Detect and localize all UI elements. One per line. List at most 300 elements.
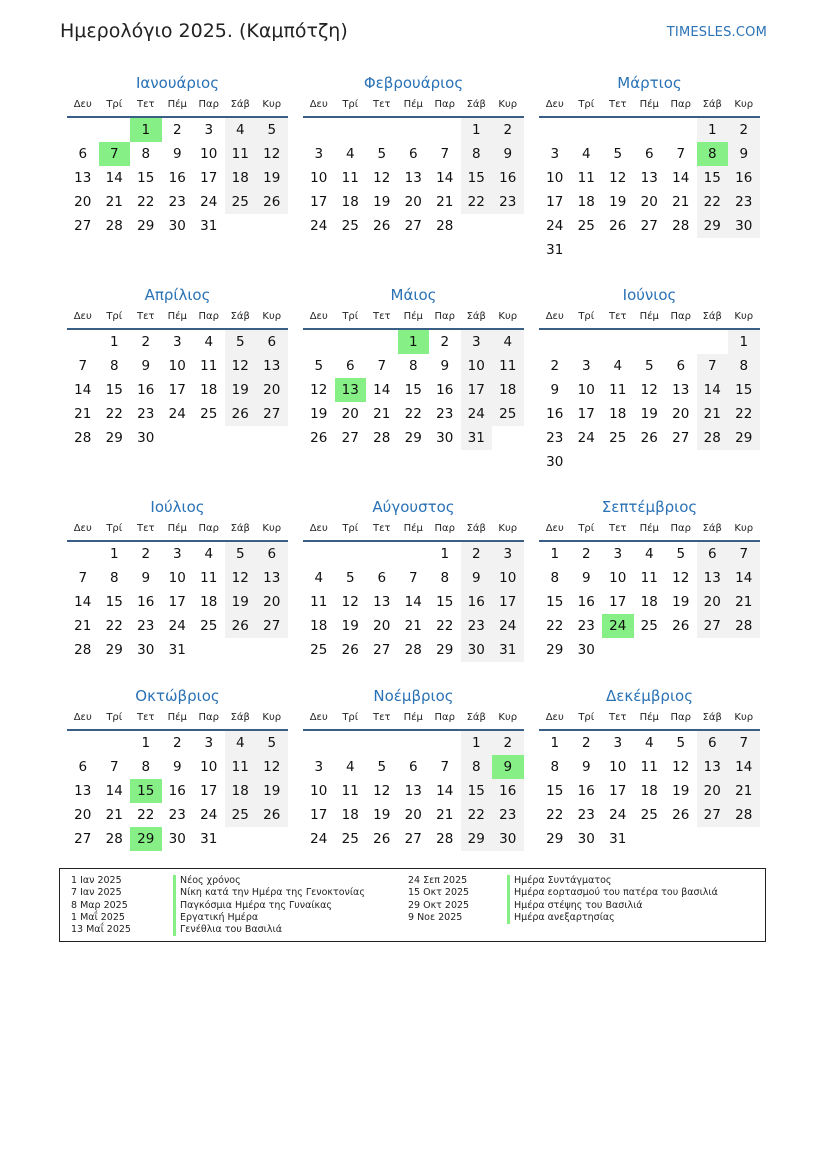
empty-cell (303, 542, 335, 566)
weekday-header (303, 520, 524, 542)
day-cell: 26 (310, 430, 328, 446)
day-cell: 22 (461, 803, 493, 827)
days-grid (539, 542, 760, 662)
day-cell: 25 (640, 807, 658, 823)
day-cell: 31 (546, 242, 564, 258)
day-cell: 4 (225, 118, 257, 142)
weekday-label: Τρί (106, 523, 123, 534)
legend-holiday-name: Ημέρα ανεξαρτησίας (507, 912, 718, 924)
weekday-label: Τρί (342, 523, 359, 534)
month-block (303, 284, 524, 450)
empty-cell (99, 731, 131, 755)
day-cell: 8 (550, 759, 560, 775)
day-cell: 14 (728, 566, 760, 590)
empty-cell (429, 731, 461, 755)
empty-cell (335, 330, 367, 354)
month-block (539, 496, 760, 662)
day-cell: 18 (225, 779, 257, 803)
day-cell: 20 (672, 406, 690, 422)
month-name: Φεβρουάριος (363, 74, 464, 92)
day-cell: 5 (377, 759, 387, 775)
day-cell: 6 (256, 330, 288, 354)
weekday-label: Παρ (670, 712, 691, 723)
day-cell: 16 (577, 594, 595, 610)
day-cell: 9 (141, 570, 151, 586)
day-cell: 15 (404, 382, 422, 398)
weekday-label: Πέμ (639, 311, 659, 322)
day-cell: 9 (581, 759, 591, 775)
day-cell: 9 (492, 142, 524, 166)
day-cell: 12 (310, 382, 328, 398)
day-cell: 9 (728, 142, 760, 166)
day-cell: 19 (256, 779, 288, 803)
day-cell: 4 (492, 330, 524, 354)
day-cell: 30 (137, 430, 155, 446)
day-cell: 17 (492, 590, 524, 614)
day-cell: 10 (168, 358, 186, 374)
day-cell: 8 (109, 358, 119, 374)
day-cell: 1 (550, 546, 560, 562)
day-cell: 28 (105, 831, 123, 847)
day-cell: 17 (168, 594, 186, 610)
day-cell: 13 (74, 170, 92, 186)
day-cell: 30 (577, 831, 595, 847)
month-name: Ιούλιος (150, 498, 205, 516)
day-cell: 9 (172, 146, 182, 162)
day-cell: 4 (204, 546, 214, 562)
day-cell: 1 (728, 330, 760, 354)
weekday-label: Κυρ (498, 712, 518, 723)
weekday-label: Σάβ (466, 523, 486, 534)
day-cell: 21 (436, 807, 454, 823)
weekday-label: Πέμ (639, 523, 659, 534)
days-grid (539, 118, 760, 262)
day-cell: 5 (256, 118, 288, 142)
day-cell: 27 (697, 803, 729, 827)
day-cell: 15 (697, 166, 729, 190)
day-cell: 13 (74, 783, 92, 799)
weekday-label: Δευ (545, 712, 564, 723)
day-cell: 12 (225, 354, 257, 378)
weekday-label: Παρ (670, 99, 691, 110)
day-cell: 26 (225, 614, 257, 638)
day-cell: 14 (728, 755, 760, 779)
legend-holiday-name: Γενέθλια του Βασιλιά (173, 924, 365, 936)
weekday-label: Παρ (198, 99, 219, 110)
day-cell: 6 (697, 731, 729, 755)
weekday-label: Σάβ (702, 523, 722, 534)
weekday-header (303, 308, 524, 330)
month-block (539, 685, 760, 851)
day-cell: 20 (697, 779, 729, 803)
weekday-label: Κυρ (734, 712, 754, 723)
day-cell: 12 (672, 759, 690, 775)
day-cell: 27 (256, 614, 288, 638)
day-cell: 3 (314, 759, 324, 775)
day-cell: 23 (461, 614, 493, 638)
weekday-label: Κυρ (262, 99, 282, 110)
day-cell: 10 (577, 382, 595, 398)
day-cell: 11 (341, 783, 359, 799)
day-cell: 28 (728, 614, 760, 638)
day-cell: 3 (613, 546, 623, 562)
day-cell: 31 (492, 638, 524, 662)
day-cell: 9 (581, 570, 591, 586)
day-cell: 20 (256, 378, 288, 402)
day-cell: 17 (310, 194, 328, 210)
month-block (67, 72, 288, 238)
day-cell: 13 (404, 170, 422, 186)
day-cell: 14 (436, 783, 454, 799)
legend-date: 7 Ιαν 2025 (71, 887, 122, 899)
day-cell: 21 (404, 618, 422, 634)
day-cell: 15 (546, 594, 564, 610)
weekday-label: Τετ (372, 523, 391, 534)
day-cell: 19 (373, 194, 391, 210)
day-cell: 15 (546, 783, 564, 799)
day-cell: 5 (225, 542, 257, 566)
day-cell: 7 (440, 146, 450, 162)
legend-holiday-name: Ημέρα εορτασμού του πατέρα του βασιλιά (507, 887, 718, 899)
day-cell: 7 (728, 542, 760, 566)
weekday-label: Τρί (578, 311, 595, 322)
weekday-label: Τετ (136, 523, 155, 534)
days-grid (303, 330, 524, 450)
empty-cell (99, 118, 131, 142)
day-cell: 20 (404, 194, 422, 210)
weekday-header (539, 520, 760, 542)
empty-cell (303, 330, 335, 354)
weekday-label: Παρ (198, 523, 219, 534)
weekday-label: Παρ (434, 99, 455, 110)
day-cell: 18 (200, 382, 218, 398)
day-cell: 30 (168, 831, 186, 847)
day-cell: 26 (256, 803, 288, 827)
weekday-label: Παρ (434, 523, 455, 534)
day-cell: 8 (141, 759, 151, 775)
day-cell: 10 (200, 759, 218, 775)
weekday-label: Σάβ (230, 99, 250, 110)
weekday-label: Πέμ (167, 523, 187, 534)
site-link[interactable]: TIMESLES.COM (666, 25, 767, 40)
weekday-label: Πέμ (403, 712, 423, 723)
day-cell: 15 (105, 382, 123, 398)
day-cell: 21 (105, 194, 123, 210)
day-cell: 27 (74, 218, 92, 234)
day-cell: 4 (345, 146, 355, 162)
weekday-label: Τετ (608, 311, 627, 322)
day-cell: 20 (74, 807, 92, 823)
legend-holiday-name: Νέος χρόνος (173, 875, 365, 887)
day-cell: 15 (436, 594, 454, 610)
empty-cell (398, 542, 430, 566)
weekday-label: Κυρ (734, 523, 754, 534)
day-cell: 29 (436, 642, 454, 658)
day-cell: 13 (697, 566, 729, 590)
day-cell: 8 (550, 570, 560, 586)
day-cell: 24 (200, 807, 218, 823)
day-cell: 27 (640, 218, 658, 234)
day-cell: 23 (492, 803, 524, 827)
day-cell: 25 (200, 406, 218, 422)
weekday-label: Σάβ (702, 311, 722, 322)
day-cell: 18 (640, 594, 658, 610)
day-cell: 16 (436, 382, 454, 398)
day-cell: 9 (440, 358, 450, 374)
day-cell: 18 (341, 194, 359, 210)
day-cell: 21 (74, 618, 92, 634)
weekday-label: Τρί (106, 712, 123, 723)
legend-holiday-name: Παγκόσμια Ημέρα της Γυναίκας (173, 900, 365, 912)
day-cell: 19 (609, 194, 627, 210)
day-cell: 11 (310, 594, 328, 610)
day-cell: 24 (200, 194, 218, 210)
month-block (67, 496, 288, 662)
day-cell: 10 (168, 570, 186, 586)
day-cell: 12 (609, 170, 627, 186)
day-cell: 13 (697, 755, 729, 779)
day-cell: 25 (341, 831, 359, 847)
day-cell: 5 (676, 735, 686, 751)
holiday-day-cell: 15 (130, 779, 162, 803)
weekday-header (303, 709, 524, 731)
day-cell: 11 (225, 142, 257, 166)
day-cell: 1 (461, 118, 493, 142)
day-cell: 22 (137, 807, 155, 823)
days-grid (67, 731, 288, 851)
legend-holiday-name: Νίκη κατά την Ημέρα της Γενοκτονίας (173, 887, 365, 899)
day-cell: 31 (200, 218, 218, 234)
month-block (539, 72, 760, 262)
weekday-label: Τρί (578, 99, 595, 110)
day-cell: 24 (168, 406, 186, 422)
day-cell: 6 (697, 542, 729, 566)
month-name: Ιούνιος (622, 286, 677, 304)
day-cell: 29 (697, 214, 729, 238)
day-cell: 7 (728, 731, 760, 755)
month-block (303, 72, 524, 238)
day-cell: 25 (225, 190, 257, 214)
day-cell: 19 (225, 590, 257, 614)
day-cell: 14 (105, 783, 123, 799)
legend-date: 8 Μαρ 2025 (71, 899, 128, 911)
day-cell: 8 (440, 570, 450, 586)
day-cell: 25 (310, 642, 328, 658)
day-cell: 12 (373, 170, 391, 186)
day-cell: 27 (404, 831, 422, 847)
day-cell: 6 (408, 146, 418, 162)
legend-date: 1 Μαΐ 2025 (71, 911, 125, 923)
day-cell: 5 (676, 546, 686, 562)
day-cell: 10 (310, 783, 328, 799)
weekday-header (67, 709, 288, 731)
empty-cell (67, 118, 99, 142)
day-cell: 28 (436, 831, 454, 847)
day-cell: 5 (644, 358, 654, 374)
weekday-label: Δευ (73, 99, 92, 110)
day-cell: 31 (168, 642, 186, 658)
month-name: Οκτώβριος (135, 687, 220, 705)
day-cell: 9 (461, 566, 493, 590)
legend-holiday-name: Ημέρα στέψης του Βασιλιά (507, 900, 718, 912)
day-cell: 30 (137, 642, 155, 658)
legend-date: 1 Ιαν 2025 (71, 875, 122, 886)
day-cell: 17 (609, 783, 627, 799)
day-cell: 7 (78, 570, 88, 586)
holiday-day-cell: 9 (492, 755, 524, 779)
day-cell: 30 (546, 454, 564, 470)
holiday-day-cell: 1 (130, 118, 162, 142)
day-cell: 2 (492, 731, 524, 755)
day-cell: 7 (377, 358, 387, 374)
day-cell: 23 (137, 618, 155, 634)
weekday-label: Τρί (578, 523, 595, 534)
weekday-label: Σάβ (230, 311, 250, 322)
day-cell: 15 (105, 594, 123, 610)
day-cell: 12 (373, 783, 391, 799)
day-cell: 20 (404, 807, 422, 823)
day-cell: 5 (377, 146, 387, 162)
day-cell: 1 (550, 735, 560, 751)
day-cell: 6 (377, 570, 387, 586)
weekday-label: Κυρ (262, 523, 282, 534)
weekday-label: Τρί (342, 311, 359, 322)
weekday-label: Παρ (434, 311, 455, 322)
days-grid (539, 731, 760, 851)
day-cell: 12 (256, 755, 288, 779)
empty-cell (366, 731, 398, 755)
day-cell: 24 (461, 402, 493, 426)
empty-cell (634, 330, 666, 354)
day-cell: 7 (109, 759, 119, 775)
legend-dates-left (71, 875, 131, 936)
day-cell: 19 (341, 618, 359, 634)
weekday-label: Τετ (608, 523, 627, 534)
day-cell: 5 (613, 146, 623, 162)
empty-cell (366, 118, 398, 142)
day-cell: 2 (492, 118, 524, 142)
day-cell: 19 (310, 406, 328, 422)
day-cell: 23 (728, 190, 760, 214)
day-cell: 18 (341, 807, 359, 823)
day-cell: 11 (492, 354, 524, 378)
day-cell: 14 (105, 170, 123, 186)
weekday-label: Δευ (545, 311, 564, 322)
day-cell: 12 (640, 382, 658, 398)
day-cell: 27 (341, 430, 359, 446)
day-cell: 28 (672, 218, 690, 234)
day-cell: 23 (436, 406, 454, 422)
day-cell: 23 (137, 406, 155, 422)
day-cell: 5 (314, 358, 324, 374)
day-cell: 11 (609, 382, 627, 398)
day-cell: 14 (74, 594, 92, 610)
day-cell: 30 (168, 218, 186, 234)
day-cell: 9 (550, 382, 560, 398)
empty-cell (67, 731, 99, 755)
day-cell: 16 (461, 590, 493, 614)
day-cell: 23 (168, 807, 186, 823)
day-cell: 1 (141, 735, 151, 751)
month-name: Δεκέμβριος (605, 687, 693, 705)
empty-cell (602, 330, 634, 354)
day-cell: 13 (256, 566, 288, 590)
day-cell: 6 (256, 542, 288, 566)
day-cell: 5 (345, 570, 355, 586)
month-name: Απρίλιος (144, 286, 211, 304)
day-cell: 6 (644, 146, 654, 162)
day-cell: 30 (436, 430, 454, 446)
weekday-label: Πέμ (167, 712, 187, 723)
day-cell: 9 (172, 759, 182, 775)
day-cell: 2 (141, 334, 151, 350)
empty-cell (335, 118, 367, 142)
days-grid (539, 330, 760, 474)
legend-date: 29 Οκτ 2025 (408, 899, 470, 911)
day-cell: 29 (728, 426, 760, 450)
weekday-label: Τετ (372, 99, 391, 110)
day-cell: 29 (546, 642, 564, 658)
day-cell: 20 (697, 590, 729, 614)
day-cell: 26 (341, 642, 359, 658)
day-cell: 18 (225, 166, 257, 190)
day-cell: 2 (141, 546, 151, 562)
weekday-label: Κυρ (734, 311, 754, 322)
day-cell: 1 (461, 731, 493, 755)
day-cell: 22 (137, 194, 155, 210)
weekday-label: Κυρ (498, 99, 518, 110)
weekday-header (303, 96, 524, 118)
day-cell: 28 (74, 642, 92, 658)
day-cell: 30 (461, 638, 493, 662)
weekday-label: Τετ (608, 712, 627, 723)
day-cell: 10 (461, 354, 493, 378)
weekday-label: Τετ (136, 311, 155, 322)
weekday-label: Παρ (198, 311, 219, 322)
day-cell: 22 (105, 406, 123, 422)
weekday-label: Σάβ (702, 99, 722, 110)
month-name: Μάιος (390, 286, 437, 304)
day-cell: 22 (404, 406, 422, 422)
day-cell: 4 (613, 358, 623, 374)
day-cell: 30 (577, 642, 595, 658)
month-block (303, 496, 524, 662)
day-cell: 24 (546, 218, 564, 234)
day-cell: 17 (609, 594, 627, 610)
day-cell: 3 (204, 122, 214, 138)
weekday-label: Σάβ (466, 712, 486, 723)
day-cell: 14 (436, 170, 454, 186)
day-cell: 20 (373, 618, 391, 634)
day-cell: 13 (640, 170, 658, 186)
day-cell: 2 (461, 542, 493, 566)
day-cell: 11 (200, 358, 218, 374)
day-cell: 18 (492, 378, 524, 402)
day-cell: 3 (172, 334, 182, 350)
day-cell: 26 (640, 430, 658, 446)
weekday-label: Κυρ (262, 712, 282, 723)
day-cell: 21 (436, 194, 454, 210)
day-cell: 28 (373, 430, 391, 446)
day-cell: 28 (404, 642, 422, 658)
weekday-header (539, 308, 760, 330)
day-cell: 14 (672, 170, 690, 186)
day-cell: 10 (609, 759, 627, 775)
legend-names-left (173, 875, 365, 936)
weekday-label: Κυρ (262, 311, 282, 322)
weekday-label: Τρί (106, 99, 123, 110)
empty-cell (366, 542, 398, 566)
